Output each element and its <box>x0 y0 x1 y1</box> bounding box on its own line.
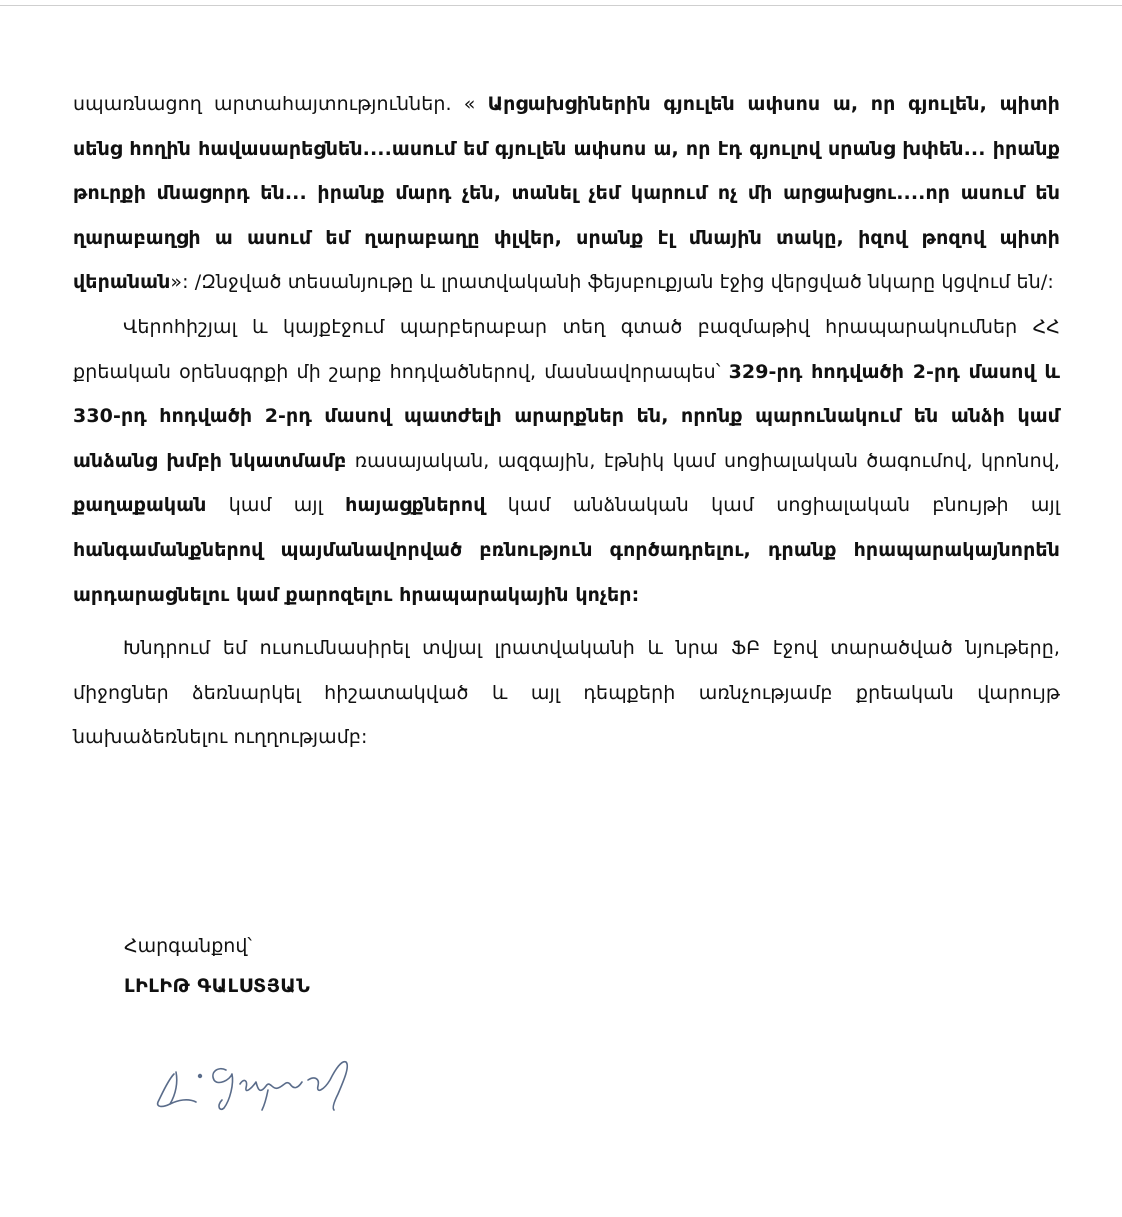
document-body <box>73 82 1060 769</box>
signoff-block <box>124 926 310 1006</box>
text-segment: ռասայական, ազգային, էթնիկ կամ սոցիալական ծագումով, կրոնով, <box>346 449 1061 472</box>
text-segment: սպառնացող արտահայտություններ. « <box>73 93 488 115</box>
signoff-greeting: Հարգանքով՝ <box>124 935 252 957</box>
paragraph-request <box>73 626 1060 760</box>
handwritten-signature-icon <box>148 1050 368 1120</box>
paragraph-legal-basis <box>73 305 1060 617</box>
bold-text-segment: հանգամանքներով պայմանավորված բռնություն գործադրելու, դրանք հրապարակայնորեն արդարացնելու կամ քարոզելու հրապարակային կոչեր: <box>73 538 1060 606</box>
page-top-border <box>0 5 1122 6</box>
text-segment: Խնդրում եմ ուսումնասիրել տվյալ լրատվականի և նրա ՖԲ էջով տարածված նյութերը, միջոցներ ձեռնարկել հիշատակված և այլ դեպքերի առնչությամբ քրեական վարույթ նախաձեռնելու ուղղությամբ: <box>73 637 1060 749</box>
signatory-name: ԼԻԼԻԹ ԳԱԼՍՏՅԱՆ <box>124 975 311 997</box>
bold-text-segment: հայացքներով <box>345 494 486 517</box>
bold-text-segment: քաղաքական <box>73 494 207 517</box>
paragraph-quote <box>73 82 1060 305</box>
text-segment: »: /Զնջված տեսանյութը և լրատվականի ֆեյսբուքյան էջից վերցված նկարը կցվում են/: <box>170 271 1054 294</box>
text-segment: կամ այլ <box>206 494 346 517</box>
text-segment: Վերոհիշյալ և կայքէջում պարբերաբար տեղ գտած բազմաթիվ հրապարակումներ ՀՀ քրեական օրենսգրքի մի շարք հոդվածներով, մասնավորապես՝ <box>73 315 1060 383</box>
bold-text-segment: 329-րդ հոդվածի 2-րդ մասով և 330-րդ հոդվածի 2-րդ մասով պատժելի արարքներ են, որոնք պարունակում են անձի կամ անձանց խմբի նկատմամբ <box>73 360 1061 472</box>
text-segment: կամ անձնական կամ սոցիալական բնույթի այլ <box>485 494 1060 517</box>
bold-text-segment: Արցախցիներին գյուլեն ափսոս ա, որ գյուլեն, պիտի սենց հողին հավասարեցնեն....ասում եմ գյուլեն ափսոս ա, որ էդ գյուլով սրանց խփեն... իրանք թուրքի մնացորդ են... իրանք մարդ չեն, տանել չեմ կարում ոչ մի արցախցու....որ ասում են ղարաբաղցի ա ասում եմ ղարաբաղը փլվեր, սրանք էլ մնային տակը, իզով թոզով պիտի վերանան <box>73 93 1060 294</box>
